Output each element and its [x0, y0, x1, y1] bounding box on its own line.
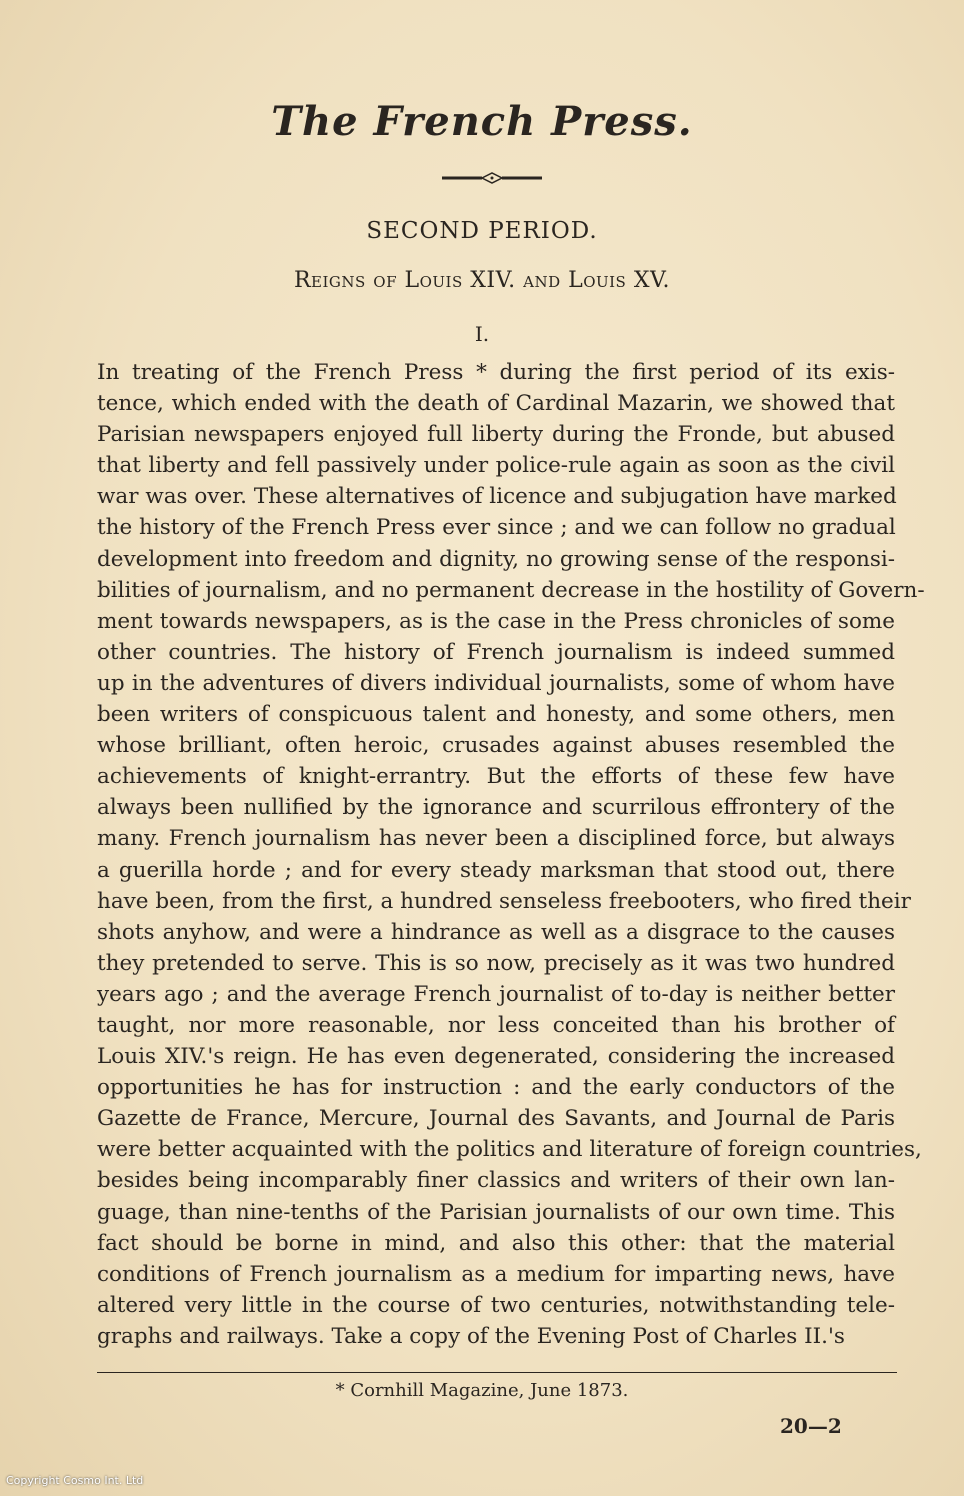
text-line: whose brilliant, often heroic, crusades against abuses resembled the	[97, 733, 895, 759]
text-line: Parisian newspapers enjoyed full liberty during the Fronde, but abused	[97, 422, 895, 448]
text-line: bilities of journalism, and no permanent decrease in the hostility of Govern-	[97, 577, 925, 603]
text-line: Gazette de France, Mercure, Journal des Savants, and Journal de Paris	[97, 1106, 895, 1132]
text-line: they pretended to serve. This is so now, precisely as it was two hundred	[97, 950, 895, 976]
text-line: always been nullified by the ignorance and scurrilous effrontery of the	[97, 795, 895, 821]
text-line: up in the adventures of divers individual journalists, some of whom have	[97, 670, 895, 696]
footnote: * Cornhill Magazine, June 1873.	[335, 1380, 629, 1401]
text-line: ment towards newspapers, as is the case in the Press chronicles of some	[97, 608, 895, 634]
text-line: a guerilla horde ; and for every steady marksman that stood out, there	[97, 857, 895, 883]
section-heading: SECOND PERIOD.	[366, 218, 598, 244]
text-line: guage, than nine-tenths of the Parisian journalists of our own time. This	[97, 1199, 895, 1225]
text-line: been writers of conspicuous talent and honesty, and some others, men	[97, 702, 895, 728]
text-line: years ago ; and the average French journalist of to-day is neither better	[97, 981, 895, 1007]
text-line: development into freedom and dignity, no growing sense of the responsi-	[97, 546, 895, 572]
ornament-divider	[442, 172, 542, 184]
text-line: many. French journalism has never been a disciplined force, but always	[97, 826, 895, 852]
page-title: The French Press.	[271, 98, 693, 145]
text-line: graphs and railways. Take a copy of the Evening Post of Charles II.'s	[97, 1323, 845, 1349]
text-line: tence, which ended with the death of Cardinal Mazarin, we showed that	[97, 391, 895, 417]
body-text	[97, 357, 925, 1352]
text-line: altered very little in the course of two centuries, notwithstanding tele-	[97, 1292, 895, 1318]
copyright-watermark: Copyright Cosmo Int. Ltd	[6, 1474, 144, 1487]
footnote-rule	[97, 1372, 897, 1373]
text-line: shots anyhow, and were a hindrance as well as a disgrace to the causes	[97, 919, 895, 945]
text-line: fact should be borne in mind, and also this other: that the material	[97, 1230, 895, 1256]
text-line: the history of the French Press ever since ; and we can follow no gradual	[97, 515, 896, 541]
text-line: that liberty and fell passively under police-rule again as soon as the civil	[97, 453, 895, 479]
subtitle-heading: Reigns of Louis XIV. and Louis XV.	[293, 268, 671, 293]
text-line: besides being incomparably finer classics and writers of their own lan-	[97, 1168, 895, 1194]
text-line: In treating of the French Press * during the first period of its exis-	[97, 360, 895, 385]
text-line: taught, nor more reasonable, nor less conceited than his brother of	[97, 1012, 895, 1038]
chapter-number: I.	[474, 322, 490, 346]
text-line: conditions of French journalism as a medium for imparting news, have	[97, 1261, 895, 1287]
text-line: achievements of knight-errantry. But the efforts of these few have	[97, 764, 895, 790]
text-line: war was over. These alternatives of licence and subjugation have marked	[97, 484, 897, 510]
signature-mark: 20—2	[780, 1414, 842, 1438]
text-line: have been, from the first, a hundred senseless freebooters, who fired their	[97, 888, 911, 914]
text-line: other countries. The history of French journalism is indeed summed	[97, 639, 895, 665]
text-line: opportunities he has for instruction : and the early conductors of the	[97, 1075, 895, 1101]
text-line: were better acquainted with the politics and literature of foreign countries,	[97, 1137, 922, 1163]
text-line: Louis XIV.'s reign. He has even degenerated, considering the increased	[97, 1044, 895, 1070]
